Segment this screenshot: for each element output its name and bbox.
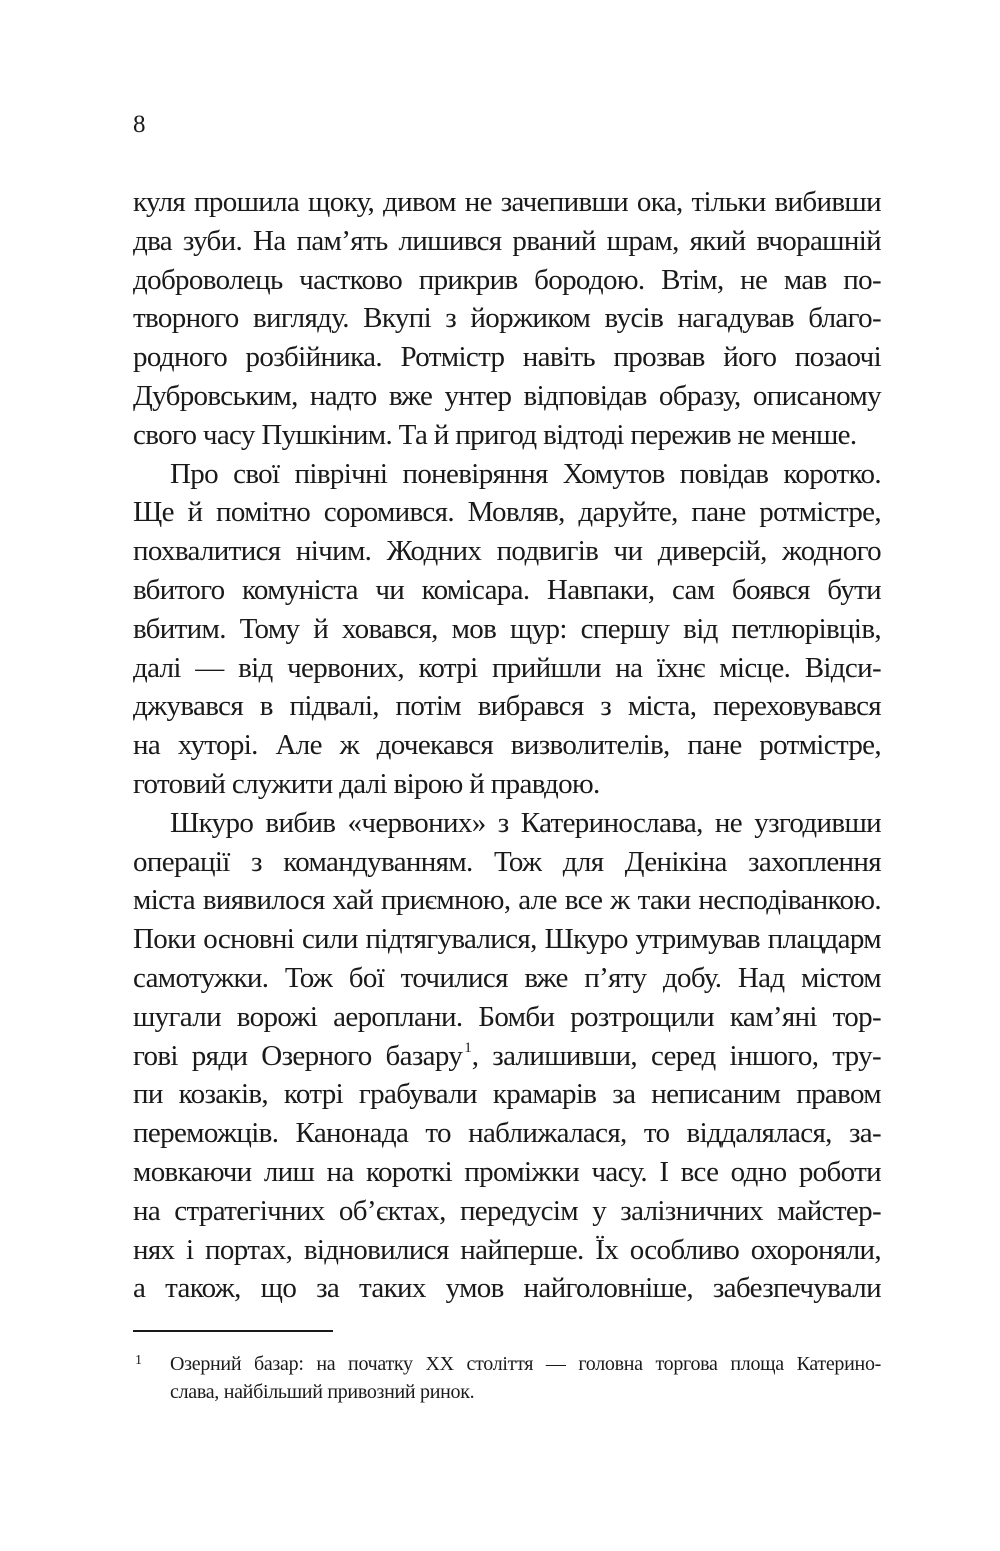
text-line: куля прошила щоку, дивом не зачепивши ока, тільки вибивши bbox=[133, 186, 881, 218]
text-line: готовий служити далі вірою й правдою. bbox=[133, 767, 600, 800]
text-line: вбитого комуніста чи комісара. Навпаки, сам боявся бути bbox=[133, 573, 881, 606]
text-line: переможців. Канонада то наближалася, то віддалялася, за- bbox=[133, 1117, 881, 1150]
text-line: Дубровським, надто вже унтер відповідав образу, описаному bbox=[133, 379, 881, 412]
text-line-with-footnote-ref bbox=[133, 1037, 881, 1076]
page-number: 8 bbox=[133, 111, 146, 138]
text-line: Про свої піврічні поневіряння Хомутов повідав коротко. bbox=[170, 457, 881, 490]
text-line: міста виявилося хай приємною, але все ж таки несподіванкою. bbox=[133, 884, 881, 917]
text-line: творного вигляду. Вкупі з йоржиком вусів нагадував благо- bbox=[133, 302, 881, 335]
text-line: родного розбійника. Ротмістр навіть прозвав його позаочі bbox=[133, 341, 881, 374]
text-line: Шкуро вибив «червоних» з Катеринослава, не узгодивши bbox=[170, 806, 881, 839]
footnote-divider bbox=[133, 1330, 333, 1332]
text-line: нях і портах, відновилися найперше. Їх особливо охороняли, bbox=[133, 1233, 881, 1266]
text-line: самотужки. Тож бої точилися вже п’яту добу. Над містом bbox=[133, 961, 881, 994]
text-line: а також, що за таких умов найголовніше, забезпечували bbox=[133, 1272, 881, 1305]
text-line: на стратегічних об’єктах, передусім у залізничних майстер- bbox=[133, 1194, 881, 1227]
footnote-line: слава, найбільший привозний ринок. bbox=[170, 1381, 475, 1403]
text-line: доброволець частково прикрив бородою. Втім, не мав по- bbox=[133, 263, 881, 296]
footnote bbox=[133, 1350, 881, 1406]
footnote-reference: 1 bbox=[464, 1039, 472, 1056]
text-line: Ще й помітно соромився. Мовляв, даруйте, пане ротмістре, bbox=[133, 496, 881, 529]
text-line: вбитим. Тому й ховався, мов щур: спершу від петлюрівців, bbox=[133, 612, 881, 645]
text-segment: гові ряди Озерного базару bbox=[133, 1039, 463, 1072]
text-line: Поки основні сили підтягувалися, Шкуро утримував плацдарм bbox=[133, 923, 881, 956]
text-line: пи козаків, котрі грабували крамарів за неписаним правом bbox=[133, 1078, 881, 1111]
text-segment: , залишивши, серед іншого, тру- bbox=[471, 1039, 881, 1072]
footnote-text bbox=[170, 1350, 881, 1406]
text-line: мовкаючи лиш на короткі проміжки часу. І все одно роботи bbox=[133, 1155, 881, 1188]
text-line: похвалитися нічим. Жодних подвигів чи диверсій, жодного bbox=[133, 535, 881, 568]
text-line: шугали ворожі аероплани. Бомби розтрощили кам’яні тор- bbox=[133, 1000, 881, 1033]
footnote-line: Озерний базар: на початку XX століття — головна торгова площа Катерино- bbox=[170, 1353, 881, 1375]
text-line: далі — від червоних, котрі прийшли на їхнє місце. Відси- bbox=[133, 651, 881, 684]
body-text bbox=[133, 183, 881, 1308]
footnote-marker: 1 bbox=[135, 1353, 142, 1368]
text-line: свого часу Пушкіним. Та й пригод відтоді пережив не менше. bbox=[133, 418, 857, 451]
text-line: два зуби. На пам’ять лишився рваний шрам, який вчорашній bbox=[133, 224, 881, 257]
text-line: операції з командуванням. Тож для Денікіна захоплення bbox=[133, 845, 881, 878]
text-line: джувався в підвалі, потім вибрався з міста, переховувався bbox=[133, 690, 881, 723]
text-line: на хуторі. Але ж дочекався визволителів, пане ротмістре, bbox=[133, 729, 881, 762]
